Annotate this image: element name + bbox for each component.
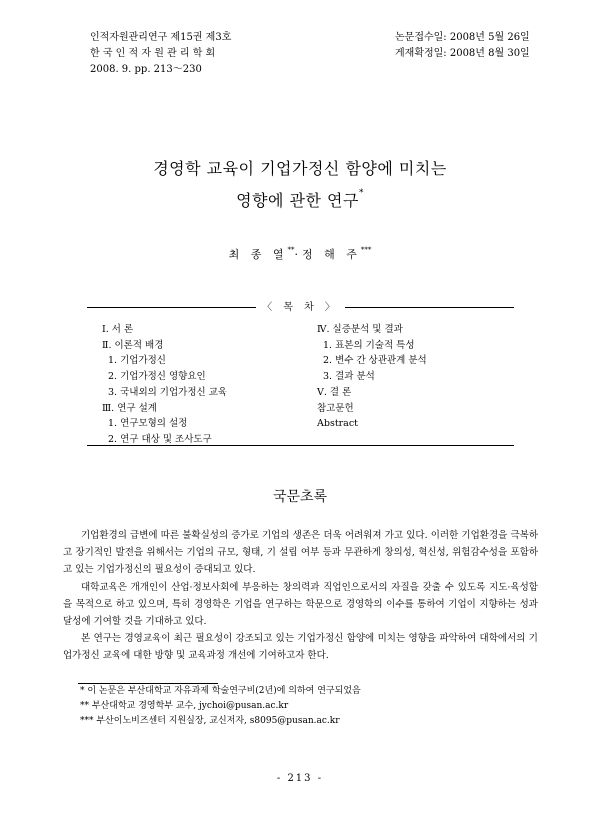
toc-item: 1. 기업가정신 [108,355,166,367]
toc-item: Ⅳ. 실증분석 및 결과 [317,324,403,335]
issue-pages: 2008. 9. pp. 213～230 [90,64,202,75]
toc-right-column [317,322,427,432]
toc-item: 1. 표본의 기술적 특성 [323,339,415,351]
paper-title-line-1: 경영학 교육이 기업가정신 함양에 미치는 [153,159,447,178]
toc-item: Ⅰ. 서 론 [102,324,134,335]
abstract-paragraph: 대학교육은 개개인이 산업·정보사회에 부응하는 창의력과 직업인으로서의 자질을 갖출 수 있도록 지도·육성함을 목적으로 하고 있으며, 특히 경영학은 기업을 연구하는 학문으로 경영학의 이수를 통하여 기업이 지향하는 성과 달성에 기여할 것을 기대하고 있다. [63,581,538,628]
footnote-author-1: ** 부산대학교 경영학부 교수, jychoi@pusan.ac.kr [80,701,289,711]
footnotes [80,684,361,729]
toc-item: 2. 기업가정신 영향요인 [108,371,206,383]
accepted-date: 게재확정일: 2008년 8월 30일 [395,48,530,59]
paper-title-line-2 [0,188,600,211]
toc-item: Ⅲ. 연구 설계 [102,402,157,414]
toc-item: 2. 변수 간 상관관계 분석 [323,355,427,367]
journal-name: 인적자원관리연구 제15권 제3호 [90,32,232,43]
table-of-contents [87,302,514,446]
author-1: 최 종 열 [228,248,288,261]
toc-heading: 〈 목 차 〉 [87,299,514,317]
abstract-heading: 국문초록 [272,489,328,505]
author-1-mark: ** [287,246,295,254]
author-2: 정 해 주 [302,248,361,261]
paper-title-text: 영향에 관한 연구 [236,191,359,210]
author-2-mark: *** [360,246,372,254]
authors [0,246,600,262]
page-number: - 213 - [276,773,324,784]
toc-left-column [102,322,227,448]
society-name: 한 국 인 적 자 원 관 리 학 회 [90,48,216,59]
toc-item: 참고문헌 [317,402,354,414]
toc-item: 2. 연구 대상 및 조사도구 [108,433,212,445]
received-date: 논문접수일: 2008년 5월 26일 [395,32,530,43]
footnote-funding: * 이 논문은 부산대학교 자유과제 학술연구비(2년)에 의하여 연구되었음 [80,686,361,696]
abstract-paragraph: 기업환경의 급변에 따른 불확실성의 증가로 기업의 생존은 더욱 어려워져 가고 있다. 이러한 기업환경을 극복하고 장기적인 발전을 위해서는 기업의 규모, 형태, 기 설립 여부 등과 무관하게 창의성, 혁신성, 위험감수성을 포함하고 있는 기업가정신의 필요성이 증대되고 있다. [63,530,538,576]
author-separator: · [294,248,302,261]
toc-item: 3. 결과 분석 [323,371,375,383]
toc-item: Ⅱ. 이론적 배경 [102,339,164,351]
submission-dates [395,30,530,62]
toc-item: 1. 연구모형의 설정 [108,418,188,430]
abstract-paragraph: 본 연구는 경영교육이 최근 필요성이 강조되고 있는 기업가정신 함양에 미치는 영향을 파악하여 대학에서의 기업가정신 교육에 대한 방향 및 교육과정 개선에 기여하고자 한다. [63,633,538,662]
abstract-body [63,527,538,665]
toc-item: Ⅴ. 결 론 [317,386,352,398]
toc-item: 3. 국내외의 기업가정신 교육 [108,386,228,398]
journal-info [90,30,231,78]
footnote-author-2: *** 부산이노비즈센터 지원실장, 교신저자, s8095@pusan.ac.kr [80,716,340,726]
title-footnote-mark: * [358,188,364,198]
toc-item: Abstract [317,418,358,430]
